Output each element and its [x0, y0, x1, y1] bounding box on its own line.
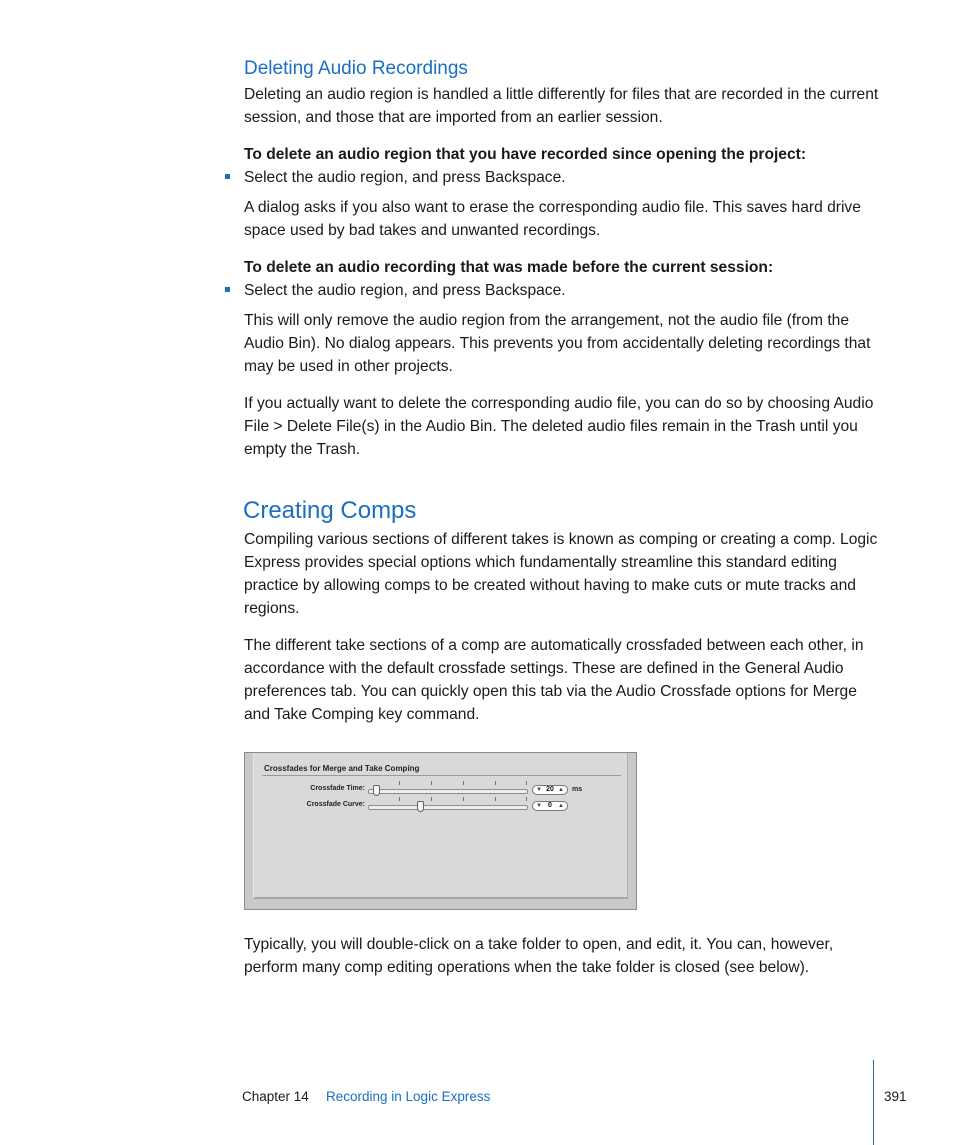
task-title-recorded-since-opening: To delete an audio region that you have recorded since opening the project:	[244, 146, 807, 163]
chevron-down-icon[interactable]: ▼	[536, 787, 542, 793]
crossfade-time-knob[interactable]	[373, 785, 380, 796]
slider-tick	[399, 797, 400, 801]
paragraph-dialog-note: A dialog asks if you also want to erase the corresponding audio file. This saves hard drive space used by bad takes and unwanted recordings.	[244, 199, 861, 239]
page-number: 391	[884, 1089, 907, 1104]
paragraph-delete-file: If you actually want to delete the corresponding audio file, you can do so by choosing Audio File > Delete File(s) in the Audio Bin. The deleted audio files remain in the Trash until you empty the Trash.	[244, 395, 874, 458]
crossfade-curve-stepper[interactable]	[532, 801, 568, 811]
paragraph-intro: Deleting an audio region is handled a little differently for files that are recorded in the current session, and those that are imported from an earlier session.	[244, 86, 879, 126]
group-title: Crossfades for Merge and Take Comping	[264, 764, 420, 773]
bullet-icon	[225, 174, 230, 179]
slider-tick	[463, 797, 464, 801]
crossfade-time-slider[interactable]	[368, 789, 528, 794]
paragraph-crossfade: The different take sections of a comp are automatically crossfaded between each other, in accordance with the default crossfade settings. These are defined in the General Audio preferences tab. You can quickly open this tab via the Audio Crossfade options for Merge and Take Comping key command.	[244, 637, 864, 723]
paragraph-remove-note: This will only remove the audio region from the arrangement, not the audio file (from the Audio Bin). No dialog appears. This prevents you from accidentally deleting recordings that may be used in other projects.	[244, 312, 871, 375]
crossfade-curve-label: Crossfade Curve:	[306, 801, 365, 808]
crossfade-preferences-screenshot	[244, 752, 637, 910]
crossfade-curve-knob[interactable]	[417, 801, 424, 812]
section-heading-deleting-audio-recordings: Deleting Audio Recordings	[244, 58, 468, 79]
task-step: Select the audio region, and press Backspace.	[244, 282, 566, 299]
group-divider	[262, 775, 621, 776]
crossfade-time-unit: ms	[572, 786, 583, 793]
task-title-made-before-session: To delete an audio recording that was made before the current session:	[244, 259, 774, 276]
slider-tick	[431, 781, 432, 785]
footer-chapter-title: Recording in Logic Express	[326, 1089, 491, 1104]
slider-tick	[526, 781, 527, 785]
slider-tick	[526, 797, 527, 801]
crossfade-curve-value: 0	[548, 802, 552, 809]
preferences-panel	[253, 753, 628, 899]
paragraph-take-folder: Typically, you will double-click on a take folder to open, and edit, it. You can, however, perform many comp editing operations when the take folder is closed (see below).	[244, 936, 834, 976]
slider-tick	[495, 781, 496, 785]
slider-tick	[463, 781, 464, 785]
chevron-up-icon[interactable]: ▲	[558, 803, 564, 809]
section-heading-creating-comps: Creating Comps	[243, 497, 417, 524]
slider-tick	[431, 797, 432, 801]
footer-divider	[873, 1060, 874, 1145]
bullet-icon	[225, 287, 230, 292]
crossfade-time-label: Crossfade Time:	[310, 785, 365, 792]
chevron-up-icon[interactable]: ▲	[558, 787, 564, 793]
slider-tick	[399, 781, 400, 785]
paragraph-comping-intro: Compiling various sections of different takes is known as comping or creating a comp. Logic Express provides special options which fundamentally streamline this standard editing practice by allowing comps to be created without having to make cuts or mute tracks and regions.	[244, 531, 878, 617]
chevron-down-icon[interactable]: ▼	[536, 803, 542, 809]
footer-chapter: Chapter 14	[242, 1089, 309, 1104]
crossfade-time-value: 20	[546, 786, 554, 793]
crossfade-curve-slider[interactable]	[368, 805, 528, 810]
crossfade-time-stepper[interactable]	[532, 785, 568, 795]
task-step: Select the audio region, and press Backspace.	[244, 169, 566, 186]
slider-tick	[495, 797, 496, 801]
